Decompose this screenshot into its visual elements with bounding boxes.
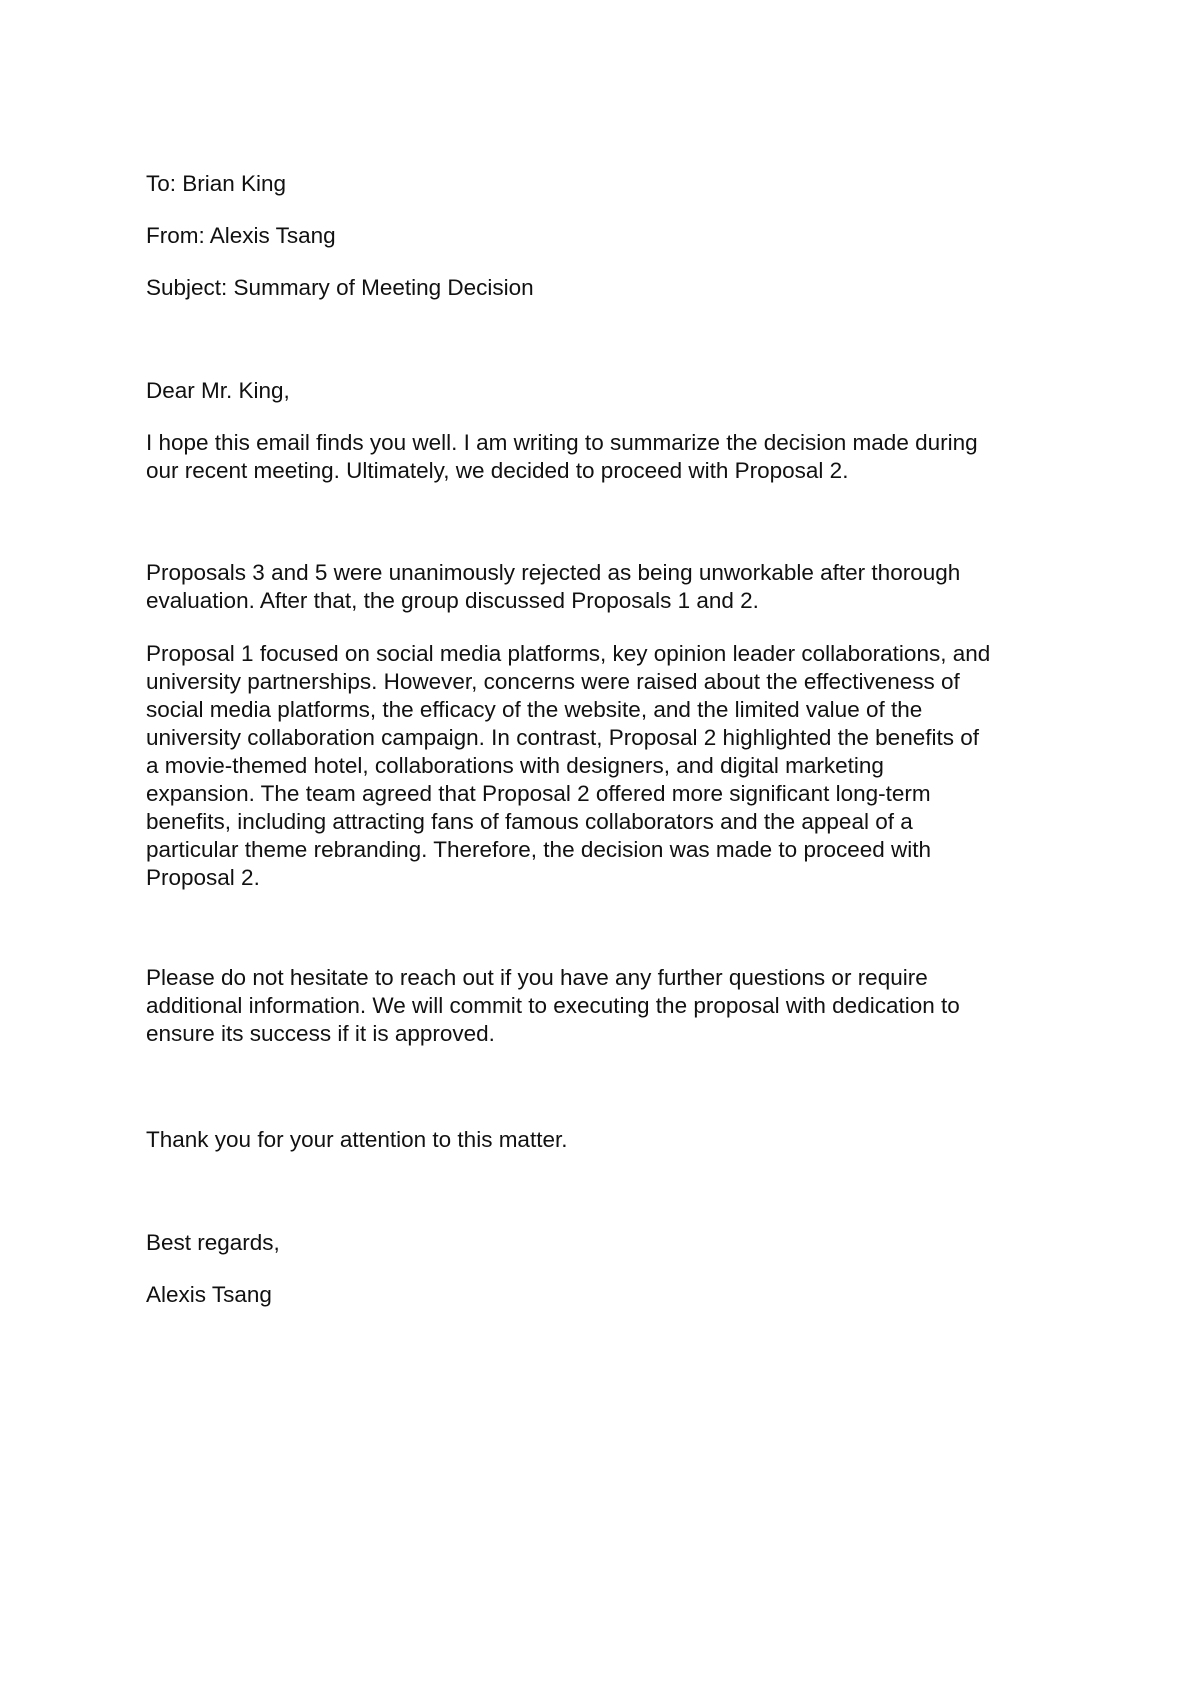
paragraph-line: social media platforms, the efficacy of the website, and the limited value of the	[146, 697, 923, 722]
from-line: From: Alexis Tsang	[146, 223, 336, 248]
paragraph-line: university collaboration campaign. In contrast, Proposal 2 highlighted the benefits of	[146, 725, 979, 750]
paragraph-intro	[146, 429, 978, 485]
thanks-line: Thank you for your attention to this matter.	[146, 1127, 568, 1152]
paragraph-line: our recent meeting. Ultimately, we decided to proceed with Proposal 2.	[146, 458, 849, 483]
paragraph-line: university partnerships. However, concerns were raised about the effectiveness of	[146, 669, 960, 694]
paragraph-line: a movie-themed hotel, collaborations with designers, and digital marketing	[146, 753, 884, 778]
paragraph-line: Proposals 3 and 5 were unanimously rejected as being unworkable after thorough	[146, 560, 961, 585]
paragraph-line: Please do not hesitate to reach out if you have any further questions or require	[146, 965, 928, 990]
subject-line: Subject: Summary of Meeting Decision	[146, 275, 534, 300]
paragraph-line: Proposal 1 focused on social media platforms, key opinion leader collaborations, and	[146, 641, 991, 666]
paragraph-line: ensure its success if it is approved.	[146, 1021, 495, 1046]
paragraph-line: additional information. We will commit to executing the proposal with dedication to	[146, 993, 960, 1018]
to-line: To: Brian King	[146, 171, 287, 196]
paragraph-comparison	[146, 640, 990, 892]
paragraph-line: expansion. The team agreed that Proposal 2 offered more significant long-term	[146, 781, 931, 806]
paragraph-line: benefits, including attracting fans of famous collaborators and the appeal of a	[146, 809, 913, 834]
paragraph-line: Proposal 2.	[146, 865, 260, 890]
salutation: Dear Mr. King,	[146, 378, 290, 403]
paragraph-line: I hope this email finds you well. I am writing to summarize the decision made during	[146, 430, 978, 455]
paragraph-line: evaluation. After that, the group discussed Proposals 1 and 2.	[146, 588, 759, 613]
paragraph-line: particular theme rebranding. Therefore, the decision was made to proceed with	[146, 837, 932, 862]
signature: Alexis Tsang	[146, 1282, 272, 1307]
paragraph-rejections	[146, 559, 960, 615]
paragraph-followup	[146, 964, 960, 1048]
closing-line: Best regards,	[146, 1230, 280, 1255]
